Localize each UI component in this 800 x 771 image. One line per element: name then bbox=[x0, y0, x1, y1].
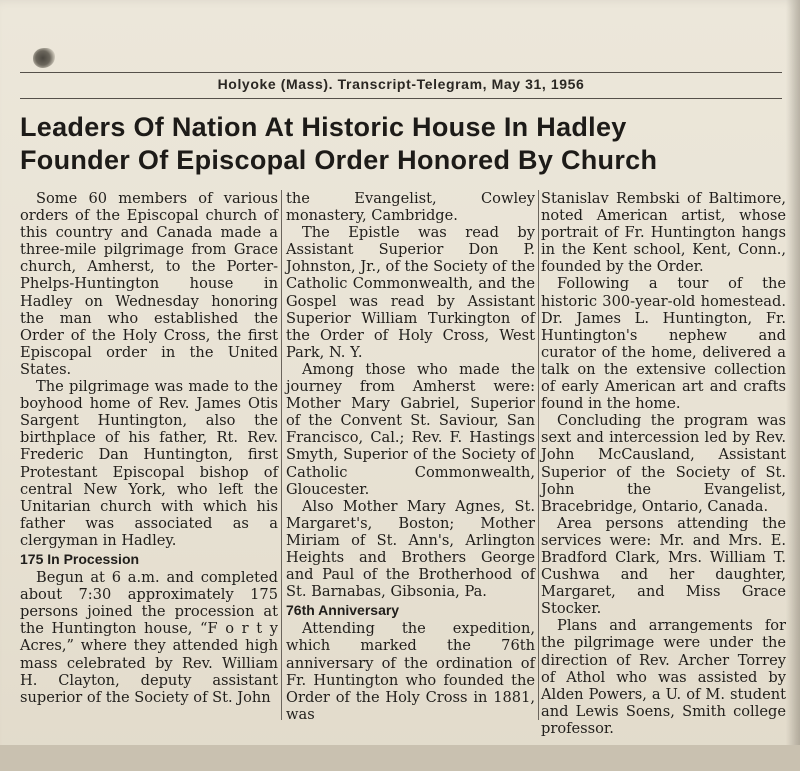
column3-paragraph-1: Stanislav Rembski of Baltimore, noted American artist, whose portrait of Fr. Huntington hangs in the Kent school, Kent, Conn., founded by the Order. bbox=[541, 190, 786, 276]
column2-paragraph-3: Among those who made the journey from Amherst were: Mother Mary Gabriel, Superior of the Convent St. Saviour, San Francisco, Cal.; Rev. F. Hastings Smyth, Superior of the Society of Catholic Commonwealth, Gloucester. bbox=[286, 360, 535, 498]
pin-hole bbox=[33, 48, 55, 68]
column3-paragraph-4: Area persons attending the services were: Mr. and Mrs. E. Bradford Clark, Mrs. William T. Cushwa and her daughter, Margaret, and Miss Grace Stocker. bbox=[541, 514, 786, 618]
headline-line-1: Leaders Of Nation At Historic House In Hadley bbox=[20, 112, 627, 142]
column-divider-1 bbox=[281, 190, 282, 720]
dateline-rule bbox=[20, 98, 782, 99]
column3-paragraph-3: Concluding the program was sext and intercession led by Rev. John McCausland, Assistant Superior of the Society of St. John the Evangelist, Bracebridge, Ontario, Canada. bbox=[541, 412, 786, 515]
article-column-3 bbox=[541, 190, 786, 737]
paper-fold-shadow bbox=[786, 0, 800, 771]
top-rule bbox=[20, 72, 782, 73]
column1-paragraph-3: Begun at 6 a.m. and completed about 7:30 approximately 175 persons joined the procession at the Huntington house, “F o r t y Acres,” where they attended high mass celebrated by Rev. William H. Clayton, deputy assistant superior of the Society of St. John bbox=[20, 569, 278, 706]
article-column-1 bbox=[20, 190, 278, 706]
column3-paragraph-5: Plans and arrangements for the pilgrimage were under the direction of Rev. Archer Torrey of Athol who was assisted by Alden Powers, a U. of M. student and Lewis Soens, Smith college professor. bbox=[541, 617, 786, 737]
subhead-procession: 175 In Procession bbox=[20, 550, 140, 567]
column-divider-2 bbox=[538, 190, 539, 720]
headline-line-2: Founder Of Episcopal Order Honored By Church bbox=[20, 145, 658, 175]
subhead-anniversary: 76th Anniversary bbox=[286, 602, 400, 619]
column1-paragraph-1: Some 60 members of various orders of the Episcopal church of this country and Canada made a three-mile pilgrimage from Grace church, Amherst, to the Porter-Phelps-Huntington house in Hadley on Wednesday honoring the man who established the Order of the Holy Cross, the first Episcopal order in the United States. bbox=[20, 190, 278, 378]
column2-paragraph-1: the Evangelist, Cowley monastery, Cambridge. bbox=[286, 190, 535, 225]
article-column-2 bbox=[286, 190, 535, 723]
column1-paragraph-2: The pilgrimage was made to the boyhood home of Rev. James Otis Sargent Huntington, also the birthplace of his father, Rt. Rev. Frederic Dan Huntington, first Protestant Episcopal bishop of central New York, who left the Unitarian church with which his father was associated as a clergyman in Hadley. bbox=[20, 378, 278, 549]
dateline: Holyoke (Mass). Transcript-Telegram, May 31, 1956 bbox=[217, 76, 585, 92]
column2-paragraph-2: The Epistle was read by Assistant Superior Don P. Johnston, Jr., of the Society of the Catholic Commonwealth, and the Gospel was read by Assistant Superior William Turkington of the Order of Holy Cross, West Park, N. Y. bbox=[286, 224, 535, 361]
column2-paragraph-4: Also Mother Mary Agnes, St. Margaret's, Boston; Mother Miriam of St. Ann's, Arlington Heights and Brothers George and Paul of the Brotherhood of St. Barnabas, Gibsonia, Pa. bbox=[286, 497, 535, 601]
column3-paragraph-2: Following a tour of the historic 300-year-old homestead. Dr. James L. Huntington, Fr. Huntington's nephew and curator of the home, delivered a talk on the extensive collection of early American art and crafts found in the home. bbox=[541, 275, 786, 413]
backing-board bbox=[0, 745, 800, 771]
column2-paragraph-5: Attending the expedition, which marked the 76th anniversary of the ordination of Fr. Huntington who founded the Order of the Holy Cross in 1881, was bbox=[286, 620, 535, 723]
